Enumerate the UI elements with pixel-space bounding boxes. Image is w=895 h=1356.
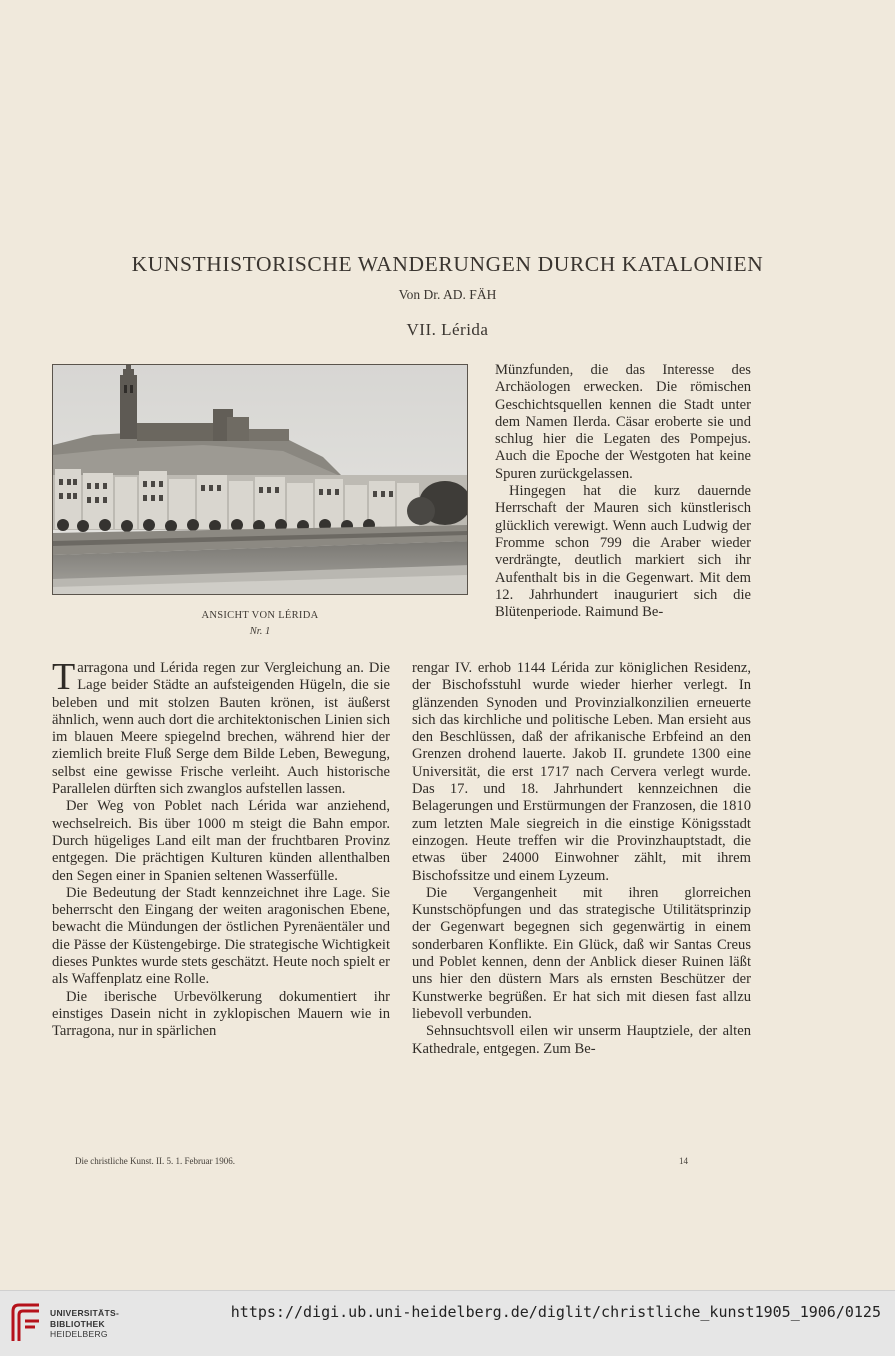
right-column [412, 660, 751, 1058]
article-title: KUNSTHISTORISCHE WANDERUNGEN DURCH KATALONIEN [131, 252, 764, 276]
paragraph: rengar IV. erhob 1144 Lérida zur königlichen Residenz, der Bischofsstuhl wurde wieder hierher verlegt. In glänzenden Synoden und Provinzialkonzilien erneuerte sich das kirchliche und politische Leben. Man ersieht aus den Beschlüssen, daß der afrikanische Erbfeind an den Grenzen drohend lauerte. Jakob II. grundete 1300 eine Universität, die erst 1717 nach Cervera verlegt wurde. Das 17. und 18. Jahrhundert kennzeichnen die Belagerungen und Erstürmungen der Franzosen, die 1810 zum letzten Male siegreich in die einstige Königsstadt einzogen. Heute treffen wir die Provinzhauptstadt, die etwas über 24000 Einwohner zählt, mit ihrem Bischofssitze und einem Lyzeum. [412, 660, 751, 884]
paragraph [52, 656, 390, 798]
figure-caption: ANSICHT VON LÉRIDA [201, 610, 319, 621]
right-column-upper [495, 362, 751, 621]
logo-line: UNIVERSITÄTS- [50, 1308, 120, 1318]
paragraph-text: arragona und Lérida regen zur Vergleichung an. Die Lage beider Städte an aufsteigenden Hügeln, die sie beleben und mit stolzen Bauten krönen, ist äußerst ähnlich, wenn auch dort die architektonischen Linien sich im blauen Meere spiegelnd brechen, während hier der ziemlich breite Fluß Serge dem Bilde Leben, Bewegung, selbst eine gewisse Frische verleiht. Auch historische Parallelen dürften sich zwanglos aufstellen lassen. [52, 660, 390, 798]
lerida-photograph [52, 364, 468, 595]
logo-line: BIBLIOTHEK [50, 1318, 105, 1329]
drop-cap: T [52, 656, 76, 698]
figure-number: Nr. 1 [249, 626, 271, 637]
page-footer-source: Die christliche Kunst. II. 5. 1. Februar 1906. [75, 1156, 235, 1166]
paragraph: Die Bedeutung der Stadt kennzeichnet ihre Lage. Sie beherrscht den Eingang der weiten aragonischen Ebene, bewacht die Mündungen der östlichen Pyrenäentäler und die Pässe der Küstengebirge. Die strategische Wichtigkeit dieses Punktes wurde stets geschätzt. Heute noch spielt er als Waffenplatz eine Rolle. [52, 884, 390, 988]
paragraph: Münzfunden, die das Interesse des Archäologen erwecken. Die römischen Geschichtsquellen kennen die Stadt unter dem Namen Ilerda. Cäsar eroberte sie und schlug hier die Legaten des Pompejus. Auch die Epoche der Westgoten hat keine Spuren zurückgelassen. [495, 362, 751, 482]
library-logo-icon[interactable] [9, 1301, 43, 1345]
viewer-footer-bar [0, 1290, 895, 1356]
paragraph: Die Vergangenheit mit ihren glorreichen Kunstschöpfungen und das strategische Utilitätsprinzip der Gegenwart begegnen sich gegenwärtig in einem sonderbaren Konflikte. Ein Glück, daß wir Santas Creus und Poblet kennen, denn der Anblick dieser Ruinen läßt uns hier den düstern Mars als ernsten Beschützer der Kunstwerke begrüßen. Er hat sich mit diesen fast allzu liebevoll verbunden. [412, 884, 751, 1022]
permalink-url[interactable]: https://digi.ub.uni-heidelberg.de/diglit/christliche_kunst1905_1906/0125 [230, 1303, 881, 1321]
article-author: Von Dr. AD. FÄH [398, 287, 497, 302]
section-heading: VII. Lérida [406, 320, 489, 339]
paragraph: Die iberische Urbevölkerung dokumentiert ihr einstiges Dasein nicht in zyklopischen Mauern wie in Tarragona, nur in spärlichen [52, 988, 390, 1040]
paragraph: Hingegen hat die kurz dauernde Herrschaft der Mauren sich künstlerisch glücklich verewigt. Wenn auch Ludwig der Fromme schon 799 die Araber wieder verdrängte, deutlich markiert sich ihr Aufenthalt bis in die Gegenwart. Mit dem 12. Jahrhundert inauguriert sich die Blütenperiode. Raimund Be- [495, 483, 751, 621]
paragraph: Sehnsuchtsvoll eilen wir unserm Hauptziele, der alten Kathedrale, entgegen. Zum Be- [412, 1023, 751, 1057]
logo-line: HEIDELBERG [50, 1329, 108, 1339]
library-logo-text[interactable] [50, 1308, 119, 1340]
left-column [52, 656, 390, 1041]
paragraph: Der Weg von Poblet nach Lérida war anziehend, wechselreich. Bis über 1000 m steigt die Bahn empor. Durch hügeliges Land eilt man der fruchtbaren Provinz entgegen. Die prächtigen Kulturen künden allenthalben den Segen einer in Spanien seltenen Wasserfülle. [52, 798, 390, 884]
page-number: 14 [679, 1156, 688, 1166]
